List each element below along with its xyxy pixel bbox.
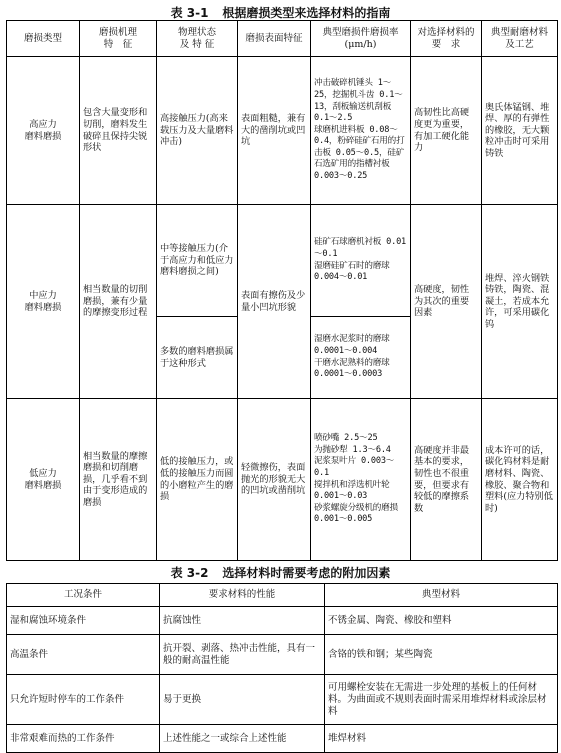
cell-property: 抗腐蚀性 <box>160 607 325 635</box>
table1-title: 根据磨损类型来选择材料的指南 <box>222 6 391 20</box>
cell-surface: 轻微擦伤，表面抛光的形貌无大的凹坑或凿削坑 <box>238 399 311 561</box>
cell-type: 中应力 磨料磨损 <box>7 205 80 399</box>
cell-property: 易于更换 <box>160 675 325 725</box>
cell-rate: 湿磨水泥浆时的磨球 0.0001～0.004 干磨水泥熟料的磨球 0.0001～0.0003 <box>311 317 411 399</box>
additional-factors-table <box>6 583 558 753</box>
cell-requirement: 高韧性比高硬度更为重要，有加工硬化能力 <box>411 57 482 205</box>
cell-rate: 冲击破碎机锤头 1～25，挖掘机斗齿 0.1～13，刮板输送机刮板 0.1～2.5 球磨机进料板 0.08～0.4，粉碎硅矿石用的打击板 0.05～0.5，硅矿石选矿用的指槽衬板 0.003～0.25 <box>311 57 411 205</box>
cell-state: 高接触压力(高来载压力及大量磨料冲击) <box>157 57 238 205</box>
cell-state: 中等接触压力(介于高应力和低应力磨料磨损之间) <box>157 205 238 317</box>
wear-type-table <box>6 20 558 561</box>
table1-number: 表 3-1 <box>170 6 209 20</box>
header-typical-material: 典型材料 <box>325 584 558 607</box>
table-row <box>7 725 558 753</box>
cell-typical-material: 可用螺栓安装在无需进一步处理的基板上的任何材料。为曲面或不规则表面时需采用堆焊材料或涂层材料 <box>325 675 558 725</box>
header-rate: 典型磨损件磨损率 (μm/h) <box>311 21 411 57</box>
header-state: 物理状态 及 特 征 <box>157 21 238 57</box>
header-mechanism: 磨损机理 特 征 <box>80 21 157 57</box>
header-surface: 磨损表面特征 <box>238 21 311 57</box>
header-condition: 工况条件 <box>7 584 160 607</box>
cell-condition: 高温条件 <box>7 635 160 675</box>
cell-typical-material: 含铬的铁和钢；某些陶瓷 <box>325 635 558 675</box>
table-row-low-stress <box>7 399 558 561</box>
cell-mechanism: 相当数量的摩擦磨损和切削磨损，几乎看不到由于变形造成的磨损 <box>80 399 157 561</box>
cell-condition: 只允许短时停车的工作条件 <box>7 675 160 725</box>
table-row <box>7 635 558 675</box>
table-row <box>7 607 558 635</box>
cell-type: 低应力 磨料磨损 <box>7 399 80 561</box>
table-row <box>7 675 558 725</box>
cell-mechanism: 相当数量的切削磨损，兼有少量的摩擦变形过程 <box>80 205 157 399</box>
cell-condition: 湿和腐蚀环境条件 <box>7 607 160 635</box>
cell-rate: 喷砂嘴 2.5～25 为抛砂犁 1.3～6.4 泥浆泵叶片 0.003～0.1 搅拌机和浮选机叶轮 0.001～0.03 砂浆螺旋分级机的磨损 0.001～0.005 <box>311 399 411 561</box>
table2-caption <box>0 564 561 581</box>
table1-caption <box>0 4 561 21</box>
cell-typical-material: 不锈金属、陶瓷、橡胶和塑料 <box>325 607 558 635</box>
table2-title: 选择材料时需要考虑的附加因素 <box>222 566 391 580</box>
cell-state: 低的接触压力，或低的接触压力而圆的小磨粒产生的磨损 <box>157 399 238 561</box>
cell-property: 抗开裂、剥落、热冲击性能，具有一般的耐高温性能 <box>160 635 325 675</box>
cell-material: 奥氏体锰钢、堆焊、厚的有弹性的橡胶，无大颗粒冲击时可采用铸铁 <box>482 57 558 205</box>
cell-surface: 表面粗糙，兼有大的凿削坑或凹坑 <box>238 57 311 205</box>
header-wear-type: 磨损类型 <box>7 21 80 57</box>
header-property: 要求材料的性能 <box>160 584 325 607</box>
cell-surface: 表面有擦伤及少量小凹坑形貌 <box>238 205 311 399</box>
cell-requirement: 高硬度并非最基本的要求，韧性也不很重要，但要求有较低的摩擦系数 <box>411 399 482 561</box>
table-row-medium-stress <box>7 205 558 317</box>
header-requirement: 对选择材料的 要 求 <box>411 21 482 57</box>
header-material: 典型耐磨材料 及工艺 <box>482 21 558 57</box>
cell-rate: 硅矿石球磨机衬板 0.01～0.1 湿磨硅矿石时的磨球 0.004～0.01 <box>311 205 411 317</box>
cell-typical-material: 堆焊材料 <box>325 725 558 753</box>
cell-material: 堆焊、淬火钢铁铸铁，陶瓷、混凝土，若成本允许，可采用碳化钨 <box>482 205 558 399</box>
cell-property: 上述性能之一或综合上述性能 <box>160 725 325 753</box>
cell-requirement: 高硬度，韧性为其次的重要因素 <box>411 205 482 399</box>
cell-material: 成本许可的话，碳化钨材料是耐磨材料、陶瓷、橡胶、聚合物和塑料(应力特别低时) <box>482 399 558 561</box>
cell-mechanism: 包含大量变形和切削，磨料发生破碎且保持尖锐形状 <box>80 57 157 205</box>
table2-number: 表 3-2 <box>170 566 209 580</box>
cell-state: 多数的磨料磨损属于这种形式 <box>157 317 238 399</box>
cell-type: 高应力 磨料磨损 <box>7 57 80 205</box>
cell-condition: 非常艰难而热的工作条件 <box>7 725 160 753</box>
table-row-high-stress <box>7 57 558 205</box>
